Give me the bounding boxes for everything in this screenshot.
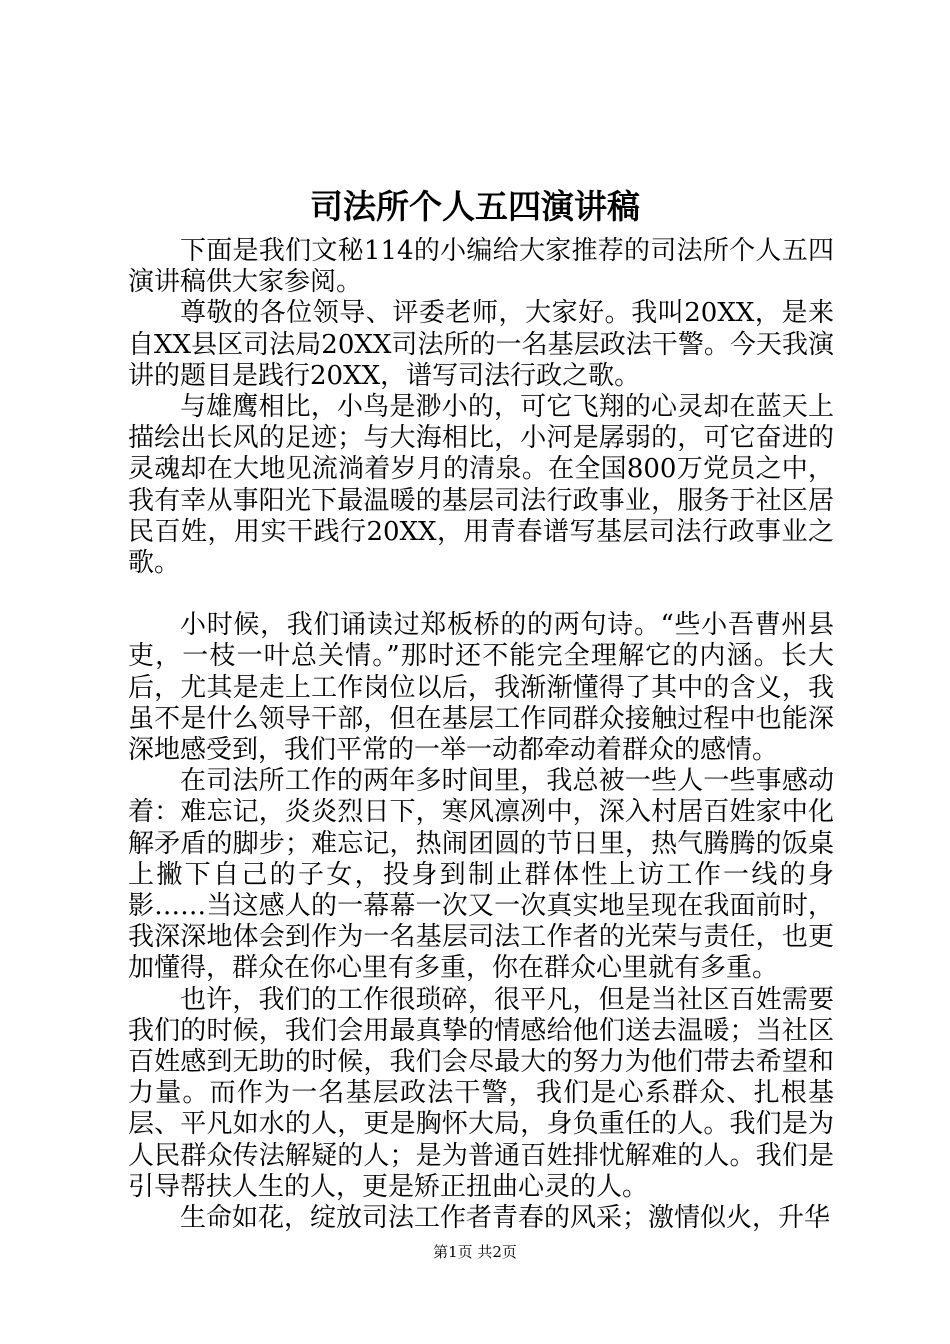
page-number-footer: 第1页 共2页 — [433, 1243, 517, 1261]
paragraph-work-experience: 在司法所工作的两年多时间里，我总被一些人一些事感动着：难忘记，炎炎烈日下，寒风凛冽中，深入村居百姓家中化解矛盾的脚步；难忘记，热闹团圆的节日里，热气腾腾的饭桌上撇下自己的子女，投身到制止群体性上访工作一线的身影……当这感人的一幕幕一次又一次真实地呈现在我面前时，我深深地体会到作为一名基层司法工作者的光荣与责任，也更加懂得，群众在你心里有多重，你在群众心里就有多重。 — [128, 766, 834, 984]
document-title: 司法所个人五四演讲稿 — [310, 187, 640, 226]
paragraph-childhood-poem: 小时候，我们诵读过郑板桥的的两句诗。“些小吾曹州县吏，一枝一叶总关情。”那时还不能完全理解它的内涵。长大后，尤其是走上工作岗位以后，我渐渐懂得了其中的含义，我虽不是什么领导干部，但在基层工作同群众接触过程中也能深深地感受到，我们平常的一举一动都牵动着群众的感情。 — [128, 610, 834, 766]
paragraph-ordinary-work: 也许，我们的工作很琐碎，很平凡，但是当社区百姓需要我们的时候，我们会用最真挚的情感给他们送去温暖；当社区百姓感到无助的时候，我们会尽最大的努力为他们带去希望和力量。而作为一名基层政法干警，我们是心系群众、扎根基层、平凡如水的人，更是胸怀大局，身负重任的人。我们是为人民群众传法解疑的人；是为普通百姓排忧解难的人。我们是引导帮扶人生的人，更是矫正扭曲心灵的人。 — [128, 984, 834, 1202]
paragraph-intro: 下面是我们文秘114的小编给大家推荐的司法所个人五四演讲稿供大家参阅。 — [128, 236, 834, 298]
paragraph-closing-fragment: 生命如花，绽放司法工作者青春的风采；激情似火，升华 — [180, 1203, 831, 1234]
paragraph-greeting: 尊敬的各位领导、评委老师，大家好。我叫20XX，是来自XX县区司法局20XX司法所的一名基层政法干警。今天我演讲的题目是践行20XX，谱写司法行政之歌。 — [128, 298, 834, 391]
document-body — [128, 236, 834, 1234]
paragraph-eagle-comparison: 与雄鹰相比，小鸟是渺小的，可它飞翔的心灵却在蓝天上描绘出长风的足迹；与大海相比，小河是孱弱的，可它奋进的灵魂却在大地见流淌着岁月的清泉。在全国800万党员之中，我有幸从事阳光下最温暖的基层司法行政事业，服务于社区居民百姓，用实干践行20XX，用青春谱写基层司法行政事业之歌。 — [128, 392, 834, 579]
